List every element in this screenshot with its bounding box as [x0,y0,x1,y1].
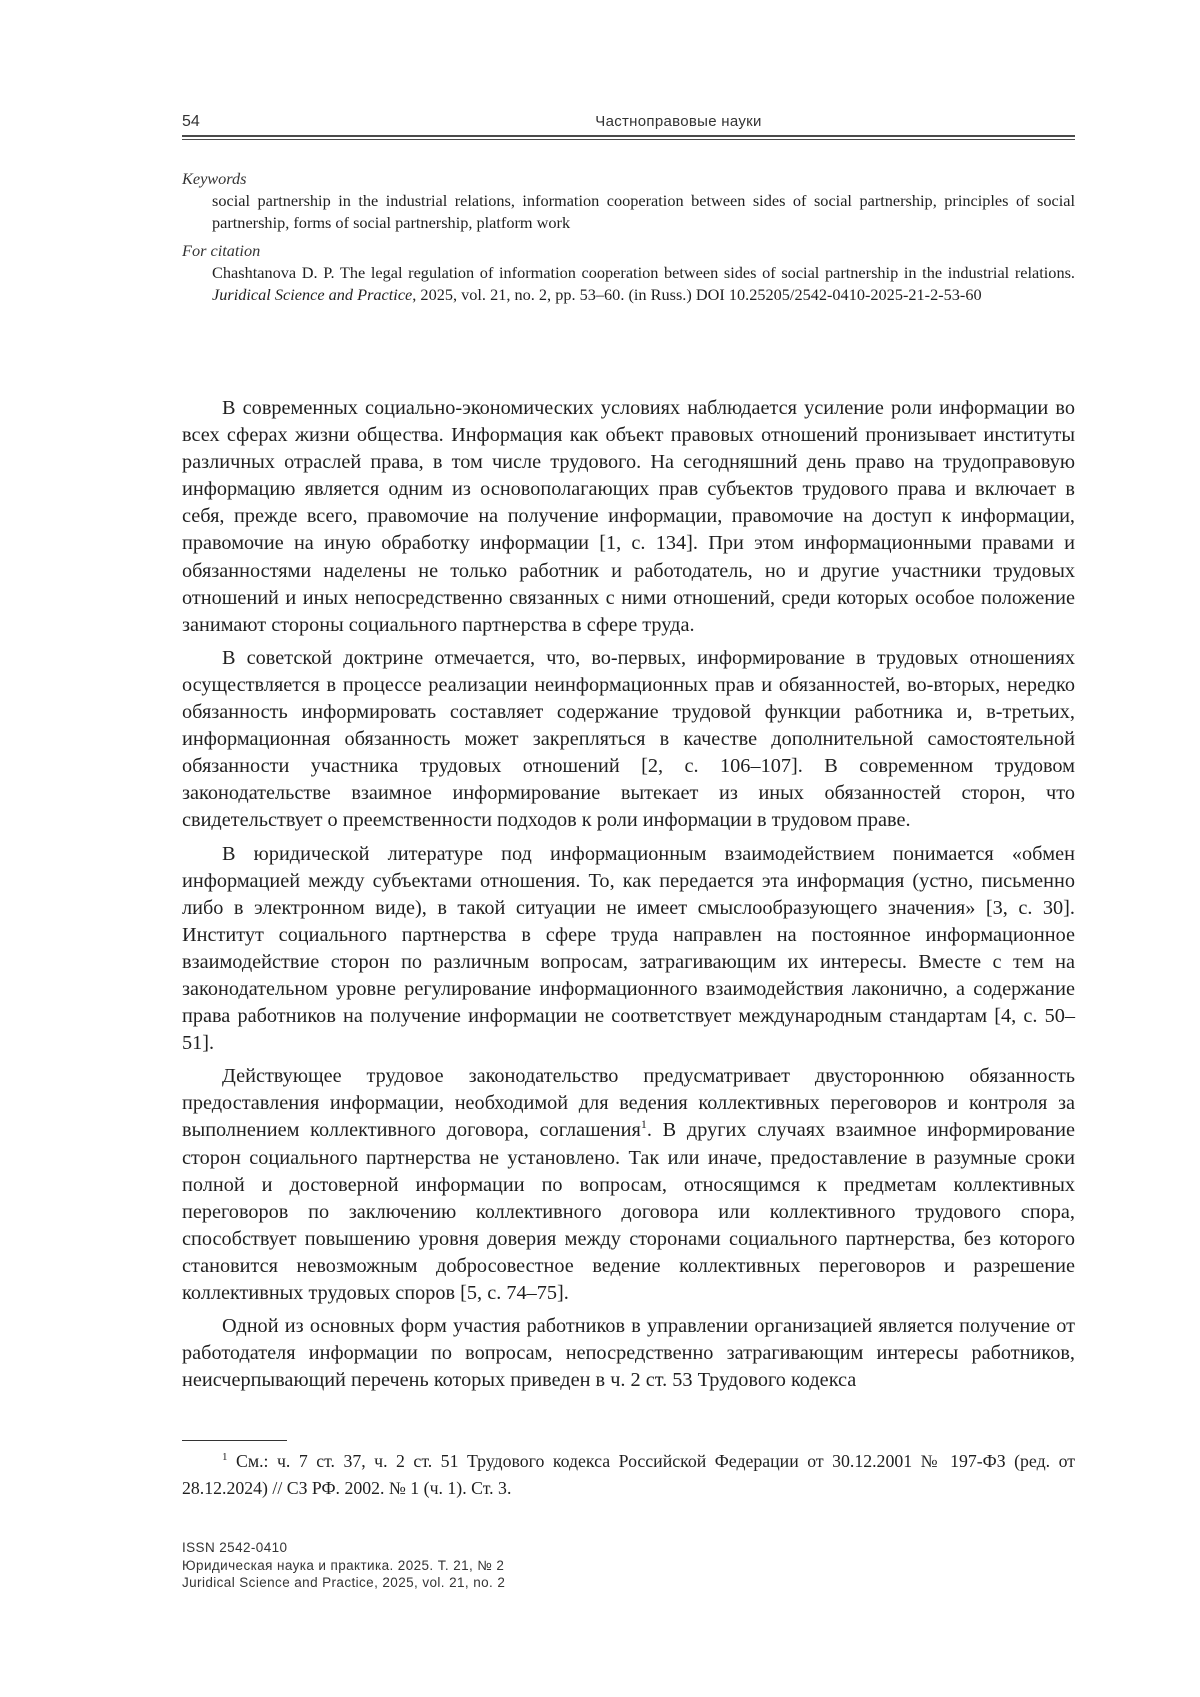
keywords-text: social partnership in the industrial relations, information cooperation between sides of social partnership, principles of social partnership, forms of social partnership, platform work [212,191,1075,232]
header-rule-thin [182,139,1075,140]
citation-post: , 2025, vol. 21, no. 2, pp. 53–60. (in Russ.) DOI 10.25205/2542-0410-2025-21-2-53-60 [412,285,982,304]
footnote-divider [182,1440,287,1441]
citation-journal: Juridical Science and Practice [212,285,413,304]
page-number: 54 [182,113,200,130]
journal-ru: Юридическая наука и практика. 2025. Т. 21, № 2 [182,1557,505,1573]
section-title: Частноправовые науки [595,113,762,130]
body-paragraph-1: В современных социально-экономических условиях наблюдается усиление роли информации во всех сферах жизни общества. Информация как объект правовых отношений пронизывает институты различных отраслей права, в том числе трудового. На сегодняшний день право на трудоправовую информацию является одним из основополагающих прав субъектов трудового права и включает в себя, прежде всего, правомочие на получение информации, правомочие на доступ к информации, правомочие на иную обработку информации [1, с. 134]. При этом информационными правами и обязанностями наделены не только работник и работодатель, но и другие участники трудовых отношений и иных непосредственно связанных с ними отношений, среди которых особое положение занимают стороны социального партнерства в сфере труда. [182,397,1075,636]
paragraph-4-post: . В других случаях взаимное информирование сторон социального партнерства не установлено. Так или иначе, предоставление в разумные сроки полной и достоверной информации по вопросам, относящимся к предметам коллективных переговоров по заключению коллективного договора или коллективного трудового спора, способствует повышению уровня доверия между сторонами социального партнерства, без которого становится невозможным добросовестное ведение коллективных переговоров и разрешение коллективных трудовых споров [5, с. 74–75]. [182,1119,1075,1304]
running-header [182,113,1075,135]
issn: ISSN 2542-0410 [182,1540,288,1555]
body-paragraph-2: В советской доктрине отмечается, что, во-первых, информирование в трудовых отношениях осуществляется в процессе реализации неинформационных прав и обязанностей, во-вторых, нередко обязанность информировать составляет содержание трудовой функции работника и, в-третьих, информационная обязанность может закрепляться в качестве дополнительной самостоятельной обязанности участника трудовых отношений [2, с. 106–107]. В современном трудовом законодательстве взаимное информирование вытекает из иных обязанностей сторон, что свидетельствует о преемственности подходов к роли информации в трудовом праве. [182,646,1075,832]
journal-en: Juridical Science and Practice, 2025, vol. 21, no. 2 [182,1575,506,1590]
footnote-ref-1[interactable]: 1 [640,1117,647,1132]
citation-pre: Chashtanova D. P. The legal regulation of information cooperation between sides of social partnership in the industrial relations. [212,263,1075,282]
header-rule [182,135,1075,137]
body-paragraph-4 [182,1063,1075,1307]
article-meta [182,168,1075,306]
citation-label: For citation [182,241,261,260]
footnote-1 [182,1448,1075,1502]
paragraph-4-pre: Действующее трудовое законодательство предусматривает двустороннюю обязанность предоставления информации, необходимой для ведения коллективных переговоров и контроля за выполнением коллективного договора, соглашения [182,1065,1075,1142]
footnote-text: См.: ч. 7 ст. 37, ч. 2 ст. 51 Трудового кодекса Российской Федерации от 30.12.2001 № 197-ФЗ (ред. от 28.12.2024) // СЗ РФ. 2002. № 1 (ч. 1). Ст. 3. [182,1451,1075,1498]
body-paragraph-5: Одной из основных форм участия работников в управлении организацией является получение от работодателя информации по вопросам, непосредственно затрагивающим интересы работников, неисчерпывающий перечень которых приведен в ч. 2 ст. 53 Трудового кодекса [182,1315,1075,1392]
footnote-marker: 1 [222,1451,228,1464]
body-paragraph-3: В юридической литературе под информационным взаимодействием понимается «обмен информацией между субъектами отношения. То, как передается эта информация (устно, письменно либо в электронном виде), в такой ситуации не имеет смыслообразующего значения» [3, с. 30]. Институт социального партнерства в сфере труда направлен на постоянное информационное взаимодействие сторон по различным вопросам, затрагивающим их интересы. Вместе с тем на законодательном уровне регулирование информационного взаимодействия лаконично, а содержание права работников на получение информации не соответствует международным стандартам [4, с. 50–51]. [182,842,1075,1055]
keywords-label: Keywords [182,169,247,188]
citation-text [212,262,1075,306]
page-footer [182,1539,505,1592]
article-body [182,395,1075,1400]
